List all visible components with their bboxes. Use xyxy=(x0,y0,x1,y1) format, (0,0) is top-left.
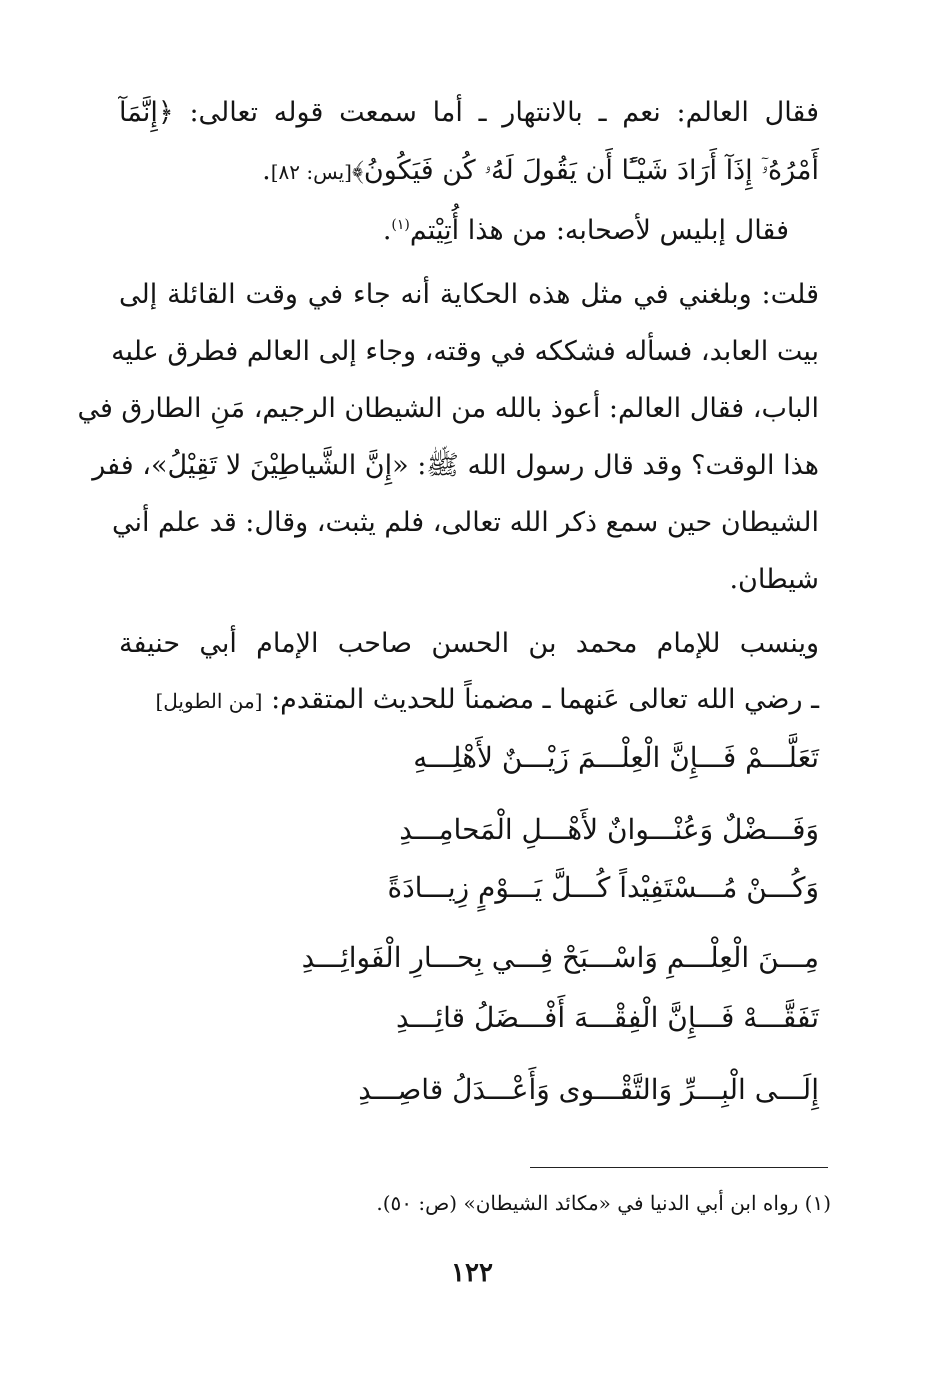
text-run: الشيطان حين سمع ذكر الله تعالى، فلم يثبت، وقال: قد علم أني xyxy=(111,507,819,538)
poem-meter-label: [من الطويل] xyxy=(155,689,263,713)
body-line xyxy=(89,211,789,251)
text-run: وينسب للإمام محمد بن الحسن صاحب الإمام أبي حنيفة xyxy=(119,628,819,659)
text-run: ـ رضي الله تعالى عَنهما ـ مضمناً للحديث المتقدم: xyxy=(271,684,819,715)
page-number: ١٢٢ xyxy=(451,1258,493,1288)
text-run: الباب، فقال العالم: أعوذ بالله من الشيطان الرجيم، مَنِ الطارق في xyxy=(77,393,819,424)
body-line xyxy=(119,151,819,192)
text-run: هذا الوقت؟ وقد قال رسول الله ﷺ: «إِنَّ الشَّياطِيْنَ لا تَقِيْلُ»، ففر xyxy=(92,450,819,481)
poem-verse: إِلَـــى الْبِـــرِّ وَالتَّقْـــوى وَأَعْـــدَلُ قاصِـــدِ xyxy=(358,1073,819,1106)
poem-verse: مِـــنَ الْعِلْـــمِ وَاسْـــبَحْ فِـــي بِحـــارِ الْفَوائِـــدِ xyxy=(301,941,819,974)
period: . xyxy=(262,155,271,186)
text-run: شيطان. xyxy=(729,564,819,595)
footnote-number: (١) xyxy=(804,1191,831,1215)
body-line xyxy=(119,275,819,315)
body-line xyxy=(92,446,819,486)
body-line xyxy=(119,680,819,721)
body-line xyxy=(119,93,819,133)
body-line xyxy=(111,332,819,372)
poem-verse: تَفَقَّـــهْ فَـــإِنَّ الْفِقْـــهَ أَفْـــضَلُ قائِـــدِ xyxy=(396,1001,819,1034)
body-line xyxy=(119,560,819,600)
body-line xyxy=(111,503,819,543)
footnote-separator xyxy=(530,1167,828,1168)
footnote-text: رواه ابن أبي الدنيا في «مكائد الشيطان» (ص: ٥٠). xyxy=(376,1191,799,1215)
poem-verse: وَكُـــنْ مُـــسْتَفِيْداً كُـــلَّ يَـــوْمٍ زِيـــادَةً xyxy=(387,871,819,904)
quran-verse: أَمْرُهُۥٓ إِذَآ أَرَادَ شَيْـًٔا أَن يَقُولَ لَهُۥ كُن فَيَكُونُ﴾ xyxy=(351,155,819,186)
body-line xyxy=(119,624,819,664)
body-line xyxy=(77,389,819,429)
footnote xyxy=(376,1188,831,1218)
footnote-marker: (١) xyxy=(391,217,410,233)
text-run: قلت: وبلغني في مثل هذه الحكاية أنه جاء في وقت القائلة إلى xyxy=(119,279,819,310)
text-run: فقال العالم: نعم ـ بالانتهار ـ أما سمعت قوله تعالى: ﴿إِنَّمَآ xyxy=(119,97,819,128)
poem-verse: وَفَـــضْلٌ وَعُنْـــوانٌ لأَهْـــلِ الْمَحامِـــدِ xyxy=(399,813,819,846)
verse-reference: [يس: ٨٢] xyxy=(270,160,352,184)
period: . xyxy=(382,215,392,246)
poem-verse: تَعَلَّـــمْ فَـــإِنَّ الْعِلْـــمَ زَيْـــنٌ لأَهْلِـــهِ xyxy=(413,741,819,774)
text-run: فقال إبليس لأصحابه: من هذا أُتِيْتم xyxy=(409,215,789,246)
text-run: بيت العابد، فسأله فشككه في وقته، وجاء إلى العالم فطرق عليه xyxy=(111,336,819,367)
